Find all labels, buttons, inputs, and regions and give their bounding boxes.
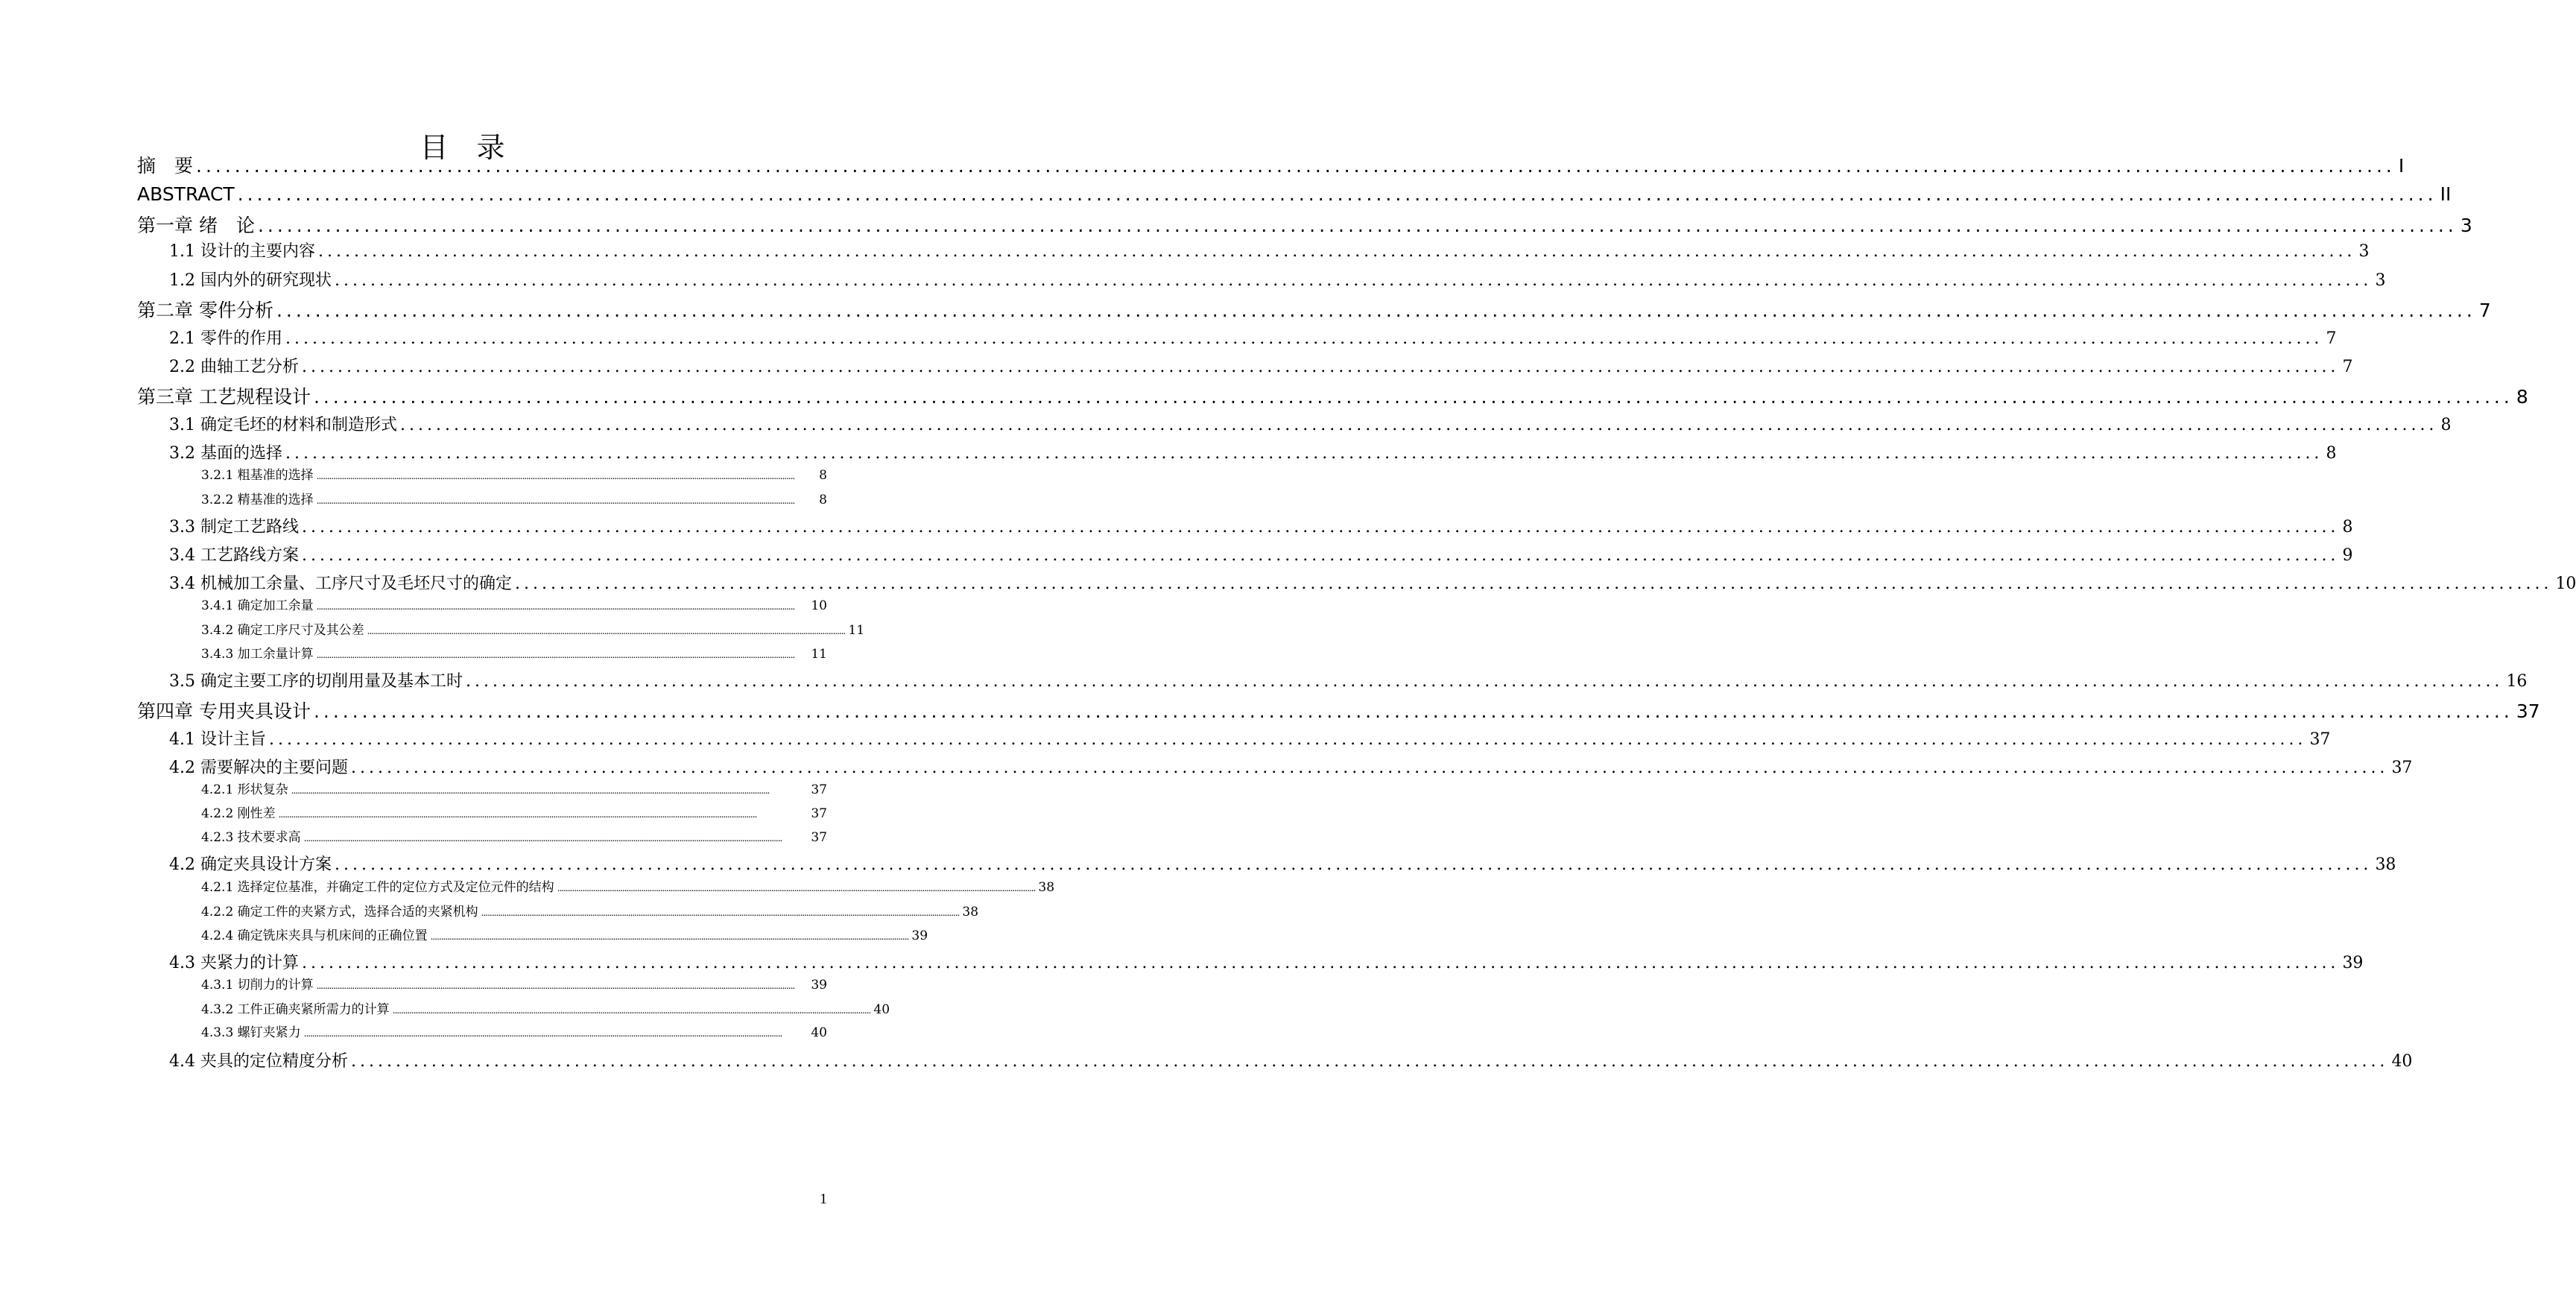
- toc-entry[interactable]: [201, 1001, 890, 1019]
- toc-leader-dots: ....................................................................................................................................................................................................................................: [301, 546, 2340, 565]
- toc-entry[interactable]: [169, 757, 2413, 779]
- toc-entry-label: 4.2.1 选择定位基准，并确定工件的定位方式及定位元件的结构: [201, 880, 554, 895]
- toc-entry[interactable]: [201, 805, 827, 823]
- toc-entry-page: 39: [911, 928, 928, 943]
- toc-leader-dots: ....................................................................................................................................................................................................................................: [430, 931, 909, 942]
- toc-entry-page: 8: [2342, 518, 2353, 537]
- toc-entry-page: 38: [2375, 855, 2396, 874]
- toc-leader-dots: ....................................................................................................................................................................................................................................: [350, 1052, 2389, 1071]
- toc-entry-page: II: [2440, 183, 2452, 205]
- toc-entry-page: 3: [2375, 271, 2386, 290]
- toc-leader-dots: ....................................................................................................................................................................................................................................: [313, 386, 2513, 408]
- toc-entry-label: 第三章 工艺规程设计: [137, 386, 311, 408]
- toc-leader-dots: ....................................................................................................................................................................................................................................: [285, 329, 2323, 348]
- toc-leader-dots: ....................................................................................................................................................................................................................................: [303, 1028, 782, 1039]
- toc-leader-dots: ....................................................................................................................................................................................................................................: [334, 855, 2373, 874]
- toc-entry[interactable]: [169, 854, 2396, 876]
- toc-leader-dots: ....................................................................................................................................................................................................................................: [334, 271, 2373, 290]
- toc-entry-page: 38: [962, 905, 979, 920]
- toc-entry[interactable]: [169, 671, 2528, 693]
- toc-entry-page: 39: [2342, 954, 2364, 972]
- toc-leader-dots: ....................................................................................................................................................................................................................................: [278, 809, 757, 820]
- toc-leader-dots: ....................................................................................................................................................................................................................................: [301, 358, 2340, 376]
- toc-leader-dots: ....................................................................................................................................................................................................................................: [465, 672, 2504, 691]
- toc-entry[interactable]: [169, 270, 2386, 292]
- toc-entry[interactable]: [169, 443, 2337, 465]
- toc-entry-label: 4.2.2 确定工件的夹紧方式，选择合适的夹紧机构: [201, 905, 478, 920]
- toc-entry-label: 3.3 制定工艺路线: [169, 518, 299, 537]
- toc-leader-dots: ....................................................................................................................................................................................................................................: [316, 496, 795, 506]
- toc-leader-dots: ....................................................................................................................................................................................................................................: [316, 471, 795, 481]
- toc-leader-dots: ....................................................................................................................................................................................................................................: [301, 954, 2340, 972]
- toc-entry-label: 3.4 机械加工余量、工序尺寸及毛坯尺寸的确定: [169, 575, 512, 593]
- toc-entry[interactable]: [201, 645, 827, 663]
- toc-leader-dots: ....................................................................................................................................................................................................................................: [481, 908, 960, 918]
- toc-entry-label: 4.3 夹紧力的计算: [169, 954, 299, 972]
- toc-entry-label: 3.2 基面的选择: [169, 444, 282, 463]
- toc-entry-label: 3.4.1 确定加工余量: [201, 598, 314, 613]
- toc-entry-label: 3.1 确定毛坯的材料和制造形式: [169, 416, 397, 434]
- toc-leader-dots: ....................................................................................................................................................................................................................................: [291, 785, 770, 796]
- toc-entry[interactable]: [201, 1024, 827, 1042]
- toc-entry-page: 11: [811, 647, 827, 662]
- toc-entry-page: 10: [811, 598, 827, 613]
- toc-entry-page: 37: [811, 806, 827, 821]
- toc-entry-label: 4.4 夹具的定位精度分析: [169, 1052, 348, 1071]
- toc-entry-page: 37: [811, 830, 827, 845]
- toc-entry-page: 37: [2391, 759, 2413, 777]
- toc-entry-label: 4.2.2 刚性差: [201, 806, 276, 821]
- toc-entry-label: 3.4 工艺路线方案: [169, 546, 299, 565]
- toc-leader-dots: ....................................................................................................................................................................................................................................: [196, 155, 2396, 177]
- toc-entry-label: 4.2 确定夹具设计方案: [169, 855, 332, 874]
- toc-entry-label: 第二章 零件分析: [137, 300, 273, 321]
- toc-entry[interactable]: [169, 1051, 2413, 1073]
- toc-entry[interactable]: [201, 879, 1055, 896]
- toc-entry-page: 7: [2342, 358, 2353, 376]
- toc-entry-label: 4.2.4 确定铣床夹具与机床间的正确位置: [201, 928, 428, 943]
- toc-entry-label: 3.2.1 粗基准的选择: [201, 468, 314, 483]
- toc-entry[interactable]: [201, 597, 827, 615]
- toc-leader-dots: ....................................................................................................................................................................................................................................: [313, 700, 2513, 722]
- toc-leader-dots: ....................................................................................................................................................................................................................................: [392, 1005, 871, 1016]
- toc-entry-label: 4.2.3 技术要求高: [201, 830, 301, 845]
- toc-entry[interactable]: [169, 328, 2337, 350]
- toc-entry-label: 摘 要: [137, 155, 194, 177]
- toc-entry[interactable]: [169, 573, 2576, 595]
- toc-leader-dots: ....................................................................................................................................................................................................................................: [514, 575, 2553, 593]
- toc-leader-dots: ....................................................................................................................................................................................................................................: [276, 300, 2476, 321]
- toc-leader-dots: ....................................................................................................................................................................................................................................: [303, 833, 782, 844]
- toc-leader-dots: ....................................................................................................................................................................................................................................: [257, 215, 2458, 236]
- toc-entry[interactable]: [201, 903, 979, 921]
- toc-entry-label: 3.5 确定主要工序的切削用量及基本工时: [169, 672, 463, 691]
- toc-entry-page: 7: [2326, 329, 2337, 348]
- toc-entry-label: 4.3.3 螺钉夹紧力: [201, 1025, 301, 1040]
- toc-entry-label: 4.2 需要解决的主要问题: [169, 759, 348, 777]
- toc-entry-page: 3: [2460, 215, 2472, 236]
- toc-entry-label: 1.1 设计的主要内容: [169, 242, 315, 261]
- toc-entry-page: 16: [2506, 672, 2528, 691]
- toc-leader-dots: ....................................................................................................................................................................................................................................: [316, 981, 795, 991]
- toc-entry-label: 1.2 国内外的研究现状: [169, 271, 332, 290]
- toc-leader-dots: ....................................................................................................................................................................................................................................: [317, 242, 2356, 261]
- toc-entry[interactable]: [137, 699, 2540, 724]
- toc-entry[interactable]: [169, 545, 2353, 567]
- toc-entry-label: 3.4.2 确定工序尺寸及其公差: [201, 623, 364, 638]
- toc-entry-page: 39: [811, 978, 827, 993]
- toc-entry[interactable]: [201, 491, 827, 509]
- toc-leader-dots: ....................................................................................................................................................................................................................................: [268, 730, 2307, 749]
- toc-entry[interactable]: [137, 384, 2528, 410]
- toc-entry-label: ABSTRACT: [137, 183, 235, 205]
- toc-entry-page: 40: [873, 1002, 890, 1017]
- toc-leader-dots: ....................................................................................................................................................................................................................................: [316, 650, 795, 660]
- toc-entry[interactable]: [137, 213, 2472, 238]
- toc-entry-page: 11: [848, 623, 865, 638]
- toc-entry[interactable]: [201, 829, 827, 846]
- toc-entry-label: 第四章 专用夹具设计: [137, 700, 311, 722]
- toc-entry[interactable]: [201, 466, 827, 484]
- toc-entry-label: 3.2.2 精基准的选择: [201, 493, 314, 507]
- toc-entry-page: 40: [2391, 1052, 2413, 1071]
- toc-entry[interactable]: [201, 621, 865, 639]
- toc-entry[interactable]: [169, 241, 2370, 263]
- toc-entry-label: 第一章 绪 论: [137, 215, 255, 236]
- toc-entry[interactable]: [169, 516, 2353, 539]
- toc-entry-page: 8: [2516, 386, 2528, 408]
- toc-leader-dots: ....................................................................................................................................................................................................................................: [367, 626, 846, 636]
- toc-entry-label: 4.1 设计主旨: [169, 730, 266, 749]
- toc-leader-dots: ....................................................................................................................................................................................................................................: [237, 183, 2437, 205]
- toc-entry-label: 4.2.1 形状复杂: [201, 782, 288, 797]
- toc-entry-page: 37: [2309, 730, 2331, 749]
- toc-entry-page: 8: [819, 493, 827, 507]
- toc-entry-page: 10: [2555, 575, 2576, 593]
- toc-entry[interactable]: [201, 781, 827, 799]
- toc-leader-dots: ....................................................................................................................................................................................................................................: [316, 601, 795, 612]
- toc-entry-page: 9: [2342, 546, 2353, 565]
- toc-entry-label: 2.1 零件的作用: [169, 329, 282, 348]
- toc-entry-page: I: [2398, 155, 2405, 177]
- page-number: 1: [820, 1191, 827, 1207]
- toc-entry[interactable]: [169, 729, 2331, 751]
- toc-entry-page: 8: [819, 468, 827, 483]
- toc-leader-dots: ....................................................................................................................................................................................................................................: [350, 759, 2389, 777]
- toc-entry[interactable]: [169, 414, 2452, 437]
- toc-entry[interactable]: [201, 927, 928, 945]
- toc-leader-dots: ....................................................................................................................................................................................................................................: [399, 416, 2438, 434]
- toc-entry-page: 38: [1038, 880, 1055, 895]
- toc-entry[interactable]: [169, 356, 2353, 379]
- toc-entry[interactable]: [201, 976, 827, 994]
- toc-entry-label: 4.3.2 工件正确夹紧所需力的计算: [201, 1002, 390, 1017]
- toc-leader-dots: ....................................................................................................................................................................................................................................: [557, 883, 1036, 893]
- toc-entry-page: 8: [2326, 444, 2337, 463]
- toc-entry[interactable]: [137, 182, 2452, 207]
- toc-entry-page: 8: [2440, 416, 2452, 434]
- toc-entry-page: 40: [811, 1025, 827, 1040]
- toc-entry-page: 37: [2516, 700, 2540, 722]
- toc-entry[interactable]: [137, 298, 2491, 323]
- toc-entry-label: 2.2 曲轴工艺分析: [169, 358, 299, 376]
- toc-entry-label: 4.3.1 切削力的计算: [201, 978, 314, 993]
- toc-entry-page: 37: [811, 782, 827, 797]
- toc-entry-page: 3: [2358, 242, 2370, 261]
- toc-title: 目 录: [420, 131, 505, 164]
- toc-entry-label: 3.4.3 加工余量计算: [201, 647, 314, 662]
- toc-leader-dots: ....................................................................................................................................................................................................................................: [301, 518, 2340, 537]
- toc-leader-dots: ....................................................................................................................................................................................................................................: [285, 444, 2323, 463]
- toc-entry-page: 7: [2478, 300, 2491, 321]
- toc-entry[interactable]: [137, 154, 2405, 179]
- toc-entry[interactable]: [169, 952, 2364, 975]
